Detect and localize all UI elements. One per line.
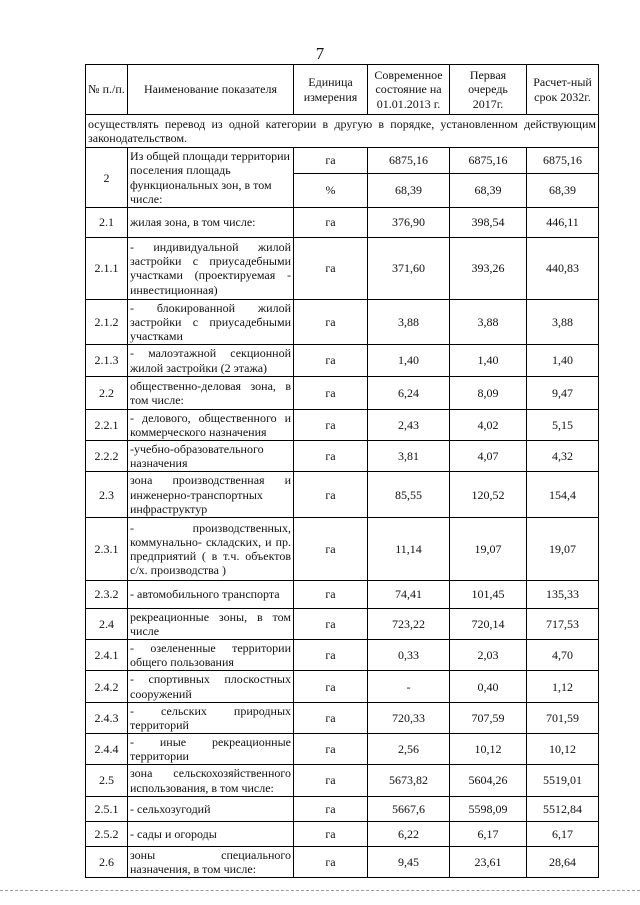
row-number: 2.2.1	[86, 409, 128, 440]
row-number: 2.3.2	[86, 580, 128, 608]
row-name: жилая зона, в том числе:	[128, 207, 294, 237]
table-row	[86, 640, 599, 671]
row-name: - малоэтажной секционной жилой застройки (2 этажа)	[128, 345, 294, 376]
table-row	[86, 580, 599, 608]
row-unit: га	[294, 299, 368, 344]
row-unit: га	[294, 148, 368, 173]
row-current: 6875,16	[368, 148, 450, 173]
row-current: 3,88	[368, 299, 450, 344]
table-row	[86, 472, 599, 517]
row-first: 120,52	[450, 472, 527, 517]
page-number: 7	[315, 44, 325, 63]
row-first: 393,26	[450, 237, 527, 299]
table-row	[86, 345, 599, 376]
row-current: 1,40	[368, 345, 450, 376]
row-calc: 5519,01	[527, 765, 599, 796]
row-calc: 4,32	[527, 441, 599, 472]
table-row	[86, 702, 599, 733]
table-row	[86, 796, 599, 821]
row-first: 19,07	[450, 517, 527, 580]
row-number: 2.1.3	[86, 345, 128, 376]
row-unit: га	[294, 472, 368, 517]
row-calc: 135,33	[527, 580, 599, 608]
row-name: зоны специального назначения, в том числе:	[128, 846, 294, 877]
row-first: 398,54	[450, 207, 527, 237]
row-first: 3,88	[450, 299, 527, 344]
row-number: 2.5.2	[86, 821, 128, 846]
header-current: Современное состояние на 01.01.2013 г.	[368, 65, 450, 115]
row-calc: 19,07	[527, 517, 599, 580]
row-calc: 701,59	[527, 702, 599, 733]
row-first: 5604,26	[450, 765, 527, 796]
row-unit: га	[294, 734, 368, 765]
row-number: 2.1	[86, 207, 128, 237]
row-name: - производственных, коммунально- складских, и пр. предприятий ( в т.ч. объектов с/х. производства )	[128, 517, 294, 580]
row-current: 11,14	[368, 517, 450, 580]
row-current: 371,60	[368, 237, 450, 299]
row-calc: 717,53	[527, 608, 599, 639]
table-row	[86, 671, 599, 702]
row-calc: 5,15	[527, 409, 599, 440]
row-calc: 68,39	[527, 173, 599, 207]
row-first: 1,40	[450, 345, 527, 376]
table-row	[86, 376, 599, 409]
row-name: - сельских природных территорий	[128, 702, 294, 733]
row-first: 68,39	[450, 173, 527, 207]
row-name: -учебно-образовательного назначения	[128, 441, 294, 472]
row-name: Из общей площади территории поселения площадь функциональных зон, в том числе:	[128, 148, 294, 208]
row-calc: 9,47	[527, 376, 599, 409]
row-number: 2.4.2	[86, 671, 128, 702]
row-unit: га	[294, 846, 368, 877]
row-name: - сельхозугодий	[128, 796, 294, 821]
row-calc: 10,12	[527, 734, 599, 765]
row-unit: га	[294, 796, 368, 821]
row-number: 2.3.1	[86, 517, 128, 580]
row-first: 10,12	[450, 734, 527, 765]
row-name: - делового, общественного и коммерческого назначения	[128, 409, 294, 440]
header-unit: Единица измерения	[294, 65, 368, 115]
row-current: 0,33	[368, 640, 450, 671]
row-unit: га	[294, 702, 368, 733]
row-current: 2,56	[368, 734, 450, 765]
header-calc: Расчет-ный срок 2032г.	[527, 65, 599, 115]
row-number: 2.5	[86, 765, 128, 796]
header-num: № п./п.	[86, 65, 128, 115]
row-current: 74,41	[368, 580, 450, 608]
row-number: 2.4	[86, 608, 128, 639]
row-unit: га	[294, 640, 368, 671]
row-first: 4,07	[450, 441, 527, 472]
row-name: общественно-деловая зона, в том числе:	[128, 376, 294, 409]
row-unit: %	[294, 173, 368, 207]
row-current: 3,81	[368, 441, 450, 472]
row-current: 9,45	[368, 846, 450, 877]
row-unit: га	[294, 608, 368, 639]
row-unit: га	[294, 237, 368, 299]
table-row	[86, 846, 599, 877]
row-current: 5667,6	[368, 796, 450, 821]
row-calc: 4,70	[527, 640, 599, 671]
row-name: - автомобильного транспорта	[128, 580, 294, 608]
row-first: 2,03	[450, 640, 527, 671]
row-number: 2	[86, 148, 128, 208]
table-row	[86, 148, 599, 173]
row-calc: 6,17	[527, 821, 599, 846]
row-calc: 3,88	[527, 299, 599, 344]
row-unit: га	[294, 409, 368, 440]
row-calc: 1,12	[527, 671, 599, 702]
row-unit: га	[294, 821, 368, 846]
table-row	[86, 765, 599, 796]
row-unit: га	[294, 207, 368, 237]
header-name: Наименование показателя	[128, 65, 294, 115]
row-current: 6,24	[368, 376, 450, 409]
row-first: 101,45	[450, 580, 527, 608]
row-number: 2.1.1	[86, 237, 128, 299]
table-row	[86, 821, 599, 846]
row-calc: 154,4	[527, 472, 599, 517]
row-unit: га	[294, 580, 368, 608]
row-number: 2.4.3	[86, 702, 128, 733]
row-current: 723,22	[368, 608, 450, 639]
row-name: - индивидуальной жилой застройки с приусадебными участками (проектируемая - инвестиционная)	[128, 237, 294, 299]
row-current: 376,90	[368, 207, 450, 237]
row-number: 2.2	[86, 376, 128, 409]
table-header-row	[86, 65, 599, 115]
table-row	[86, 441, 599, 472]
page-bottom-divider	[0, 890, 640, 891]
row-calc: 28,64	[527, 846, 599, 877]
row-current: 2,43	[368, 409, 450, 440]
row-first: 23,61	[450, 846, 527, 877]
row-name: зона сельскохозяйственного использования, в том числе:	[128, 765, 294, 796]
row-number: 2.2.2	[86, 441, 128, 472]
table-row	[86, 517, 599, 580]
note-row	[86, 115, 599, 148]
row-first: 720,14	[450, 608, 527, 639]
row-current: 85,55	[368, 472, 450, 517]
row-first: 4,02	[450, 409, 527, 440]
row-current: 5673,82	[368, 765, 450, 796]
row-number: 2.1.2	[86, 299, 128, 344]
table-row	[86, 734, 599, 765]
table-row	[86, 608, 599, 639]
row-unit: га	[294, 671, 368, 702]
row-unit: га	[294, 517, 368, 580]
table-row	[86, 237, 599, 299]
row-unit: га	[294, 765, 368, 796]
row-calc: 1,40	[527, 345, 599, 376]
row-first: 0,40	[450, 671, 527, 702]
row-unit: га	[294, 441, 368, 472]
row-name: - озелененные территории общего пользования	[128, 640, 294, 671]
header-first: Первая очередь 2017г.	[450, 65, 527, 115]
row-calc: 6875,16	[527, 148, 599, 173]
row-number: 2.3	[86, 472, 128, 517]
row-current: 720,33	[368, 702, 450, 733]
indicators-table	[85, 64, 599, 878]
row-name: - спортивных плоскостных сооружений	[128, 671, 294, 702]
row-name: рекреационные зоны, в том числе	[128, 608, 294, 639]
row-first: 6,17	[450, 821, 527, 846]
row-current: 68,39	[368, 173, 450, 207]
table-row	[86, 299, 599, 344]
note-text: осуществлять перевод из одной категории в другую в порядке, установленном действующим законодательством.	[86, 115, 599, 148]
row-current: 6,22	[368, 821, 450, 846]
row-calc: 5512,84	[527, 796, 599, 821]
table-row	[86, 207, 599, 237]
row-number: 2.5.1	[86, 796, 128, 821]
table-row	[86, 409, 599, 440]
row-first: 8,09	[450, 376, 527, 409]
row-name: - иные рекреационные территории	[128, 734, 294, 765]
row-unit: га	[294, 345, 368, 376]
row-first: 707,59	[450, 702, 527, 733]
row-name: - сады и огороды	[128, 821, 294, 846]
row-name: - блокированной жилой застройки с приусадебными участками	[128, 299, 294, 344]
row-number: 2.4.4	[86, 734, 128, 765]
row-current: -	[368, 671, 450, 702]
row-calc: 446,11	[527, 207, 599, 237]
row-name: зона производственная и инженерно-транспортных инфраструктур	[128, 472, 294, 517]
row-unit: га	[294, 376, 368, 409]
row-first: 6875,16	[450, 148, 527, 173]
row-first: 5598,09	[450, 796, 527, 821]
row-calc: 440,83	[527, 237, 599, 299]
row-number: 2.6	[86, 846, 128, 877]
row-number: 2.4.1	[86, 640, 128, 671]
